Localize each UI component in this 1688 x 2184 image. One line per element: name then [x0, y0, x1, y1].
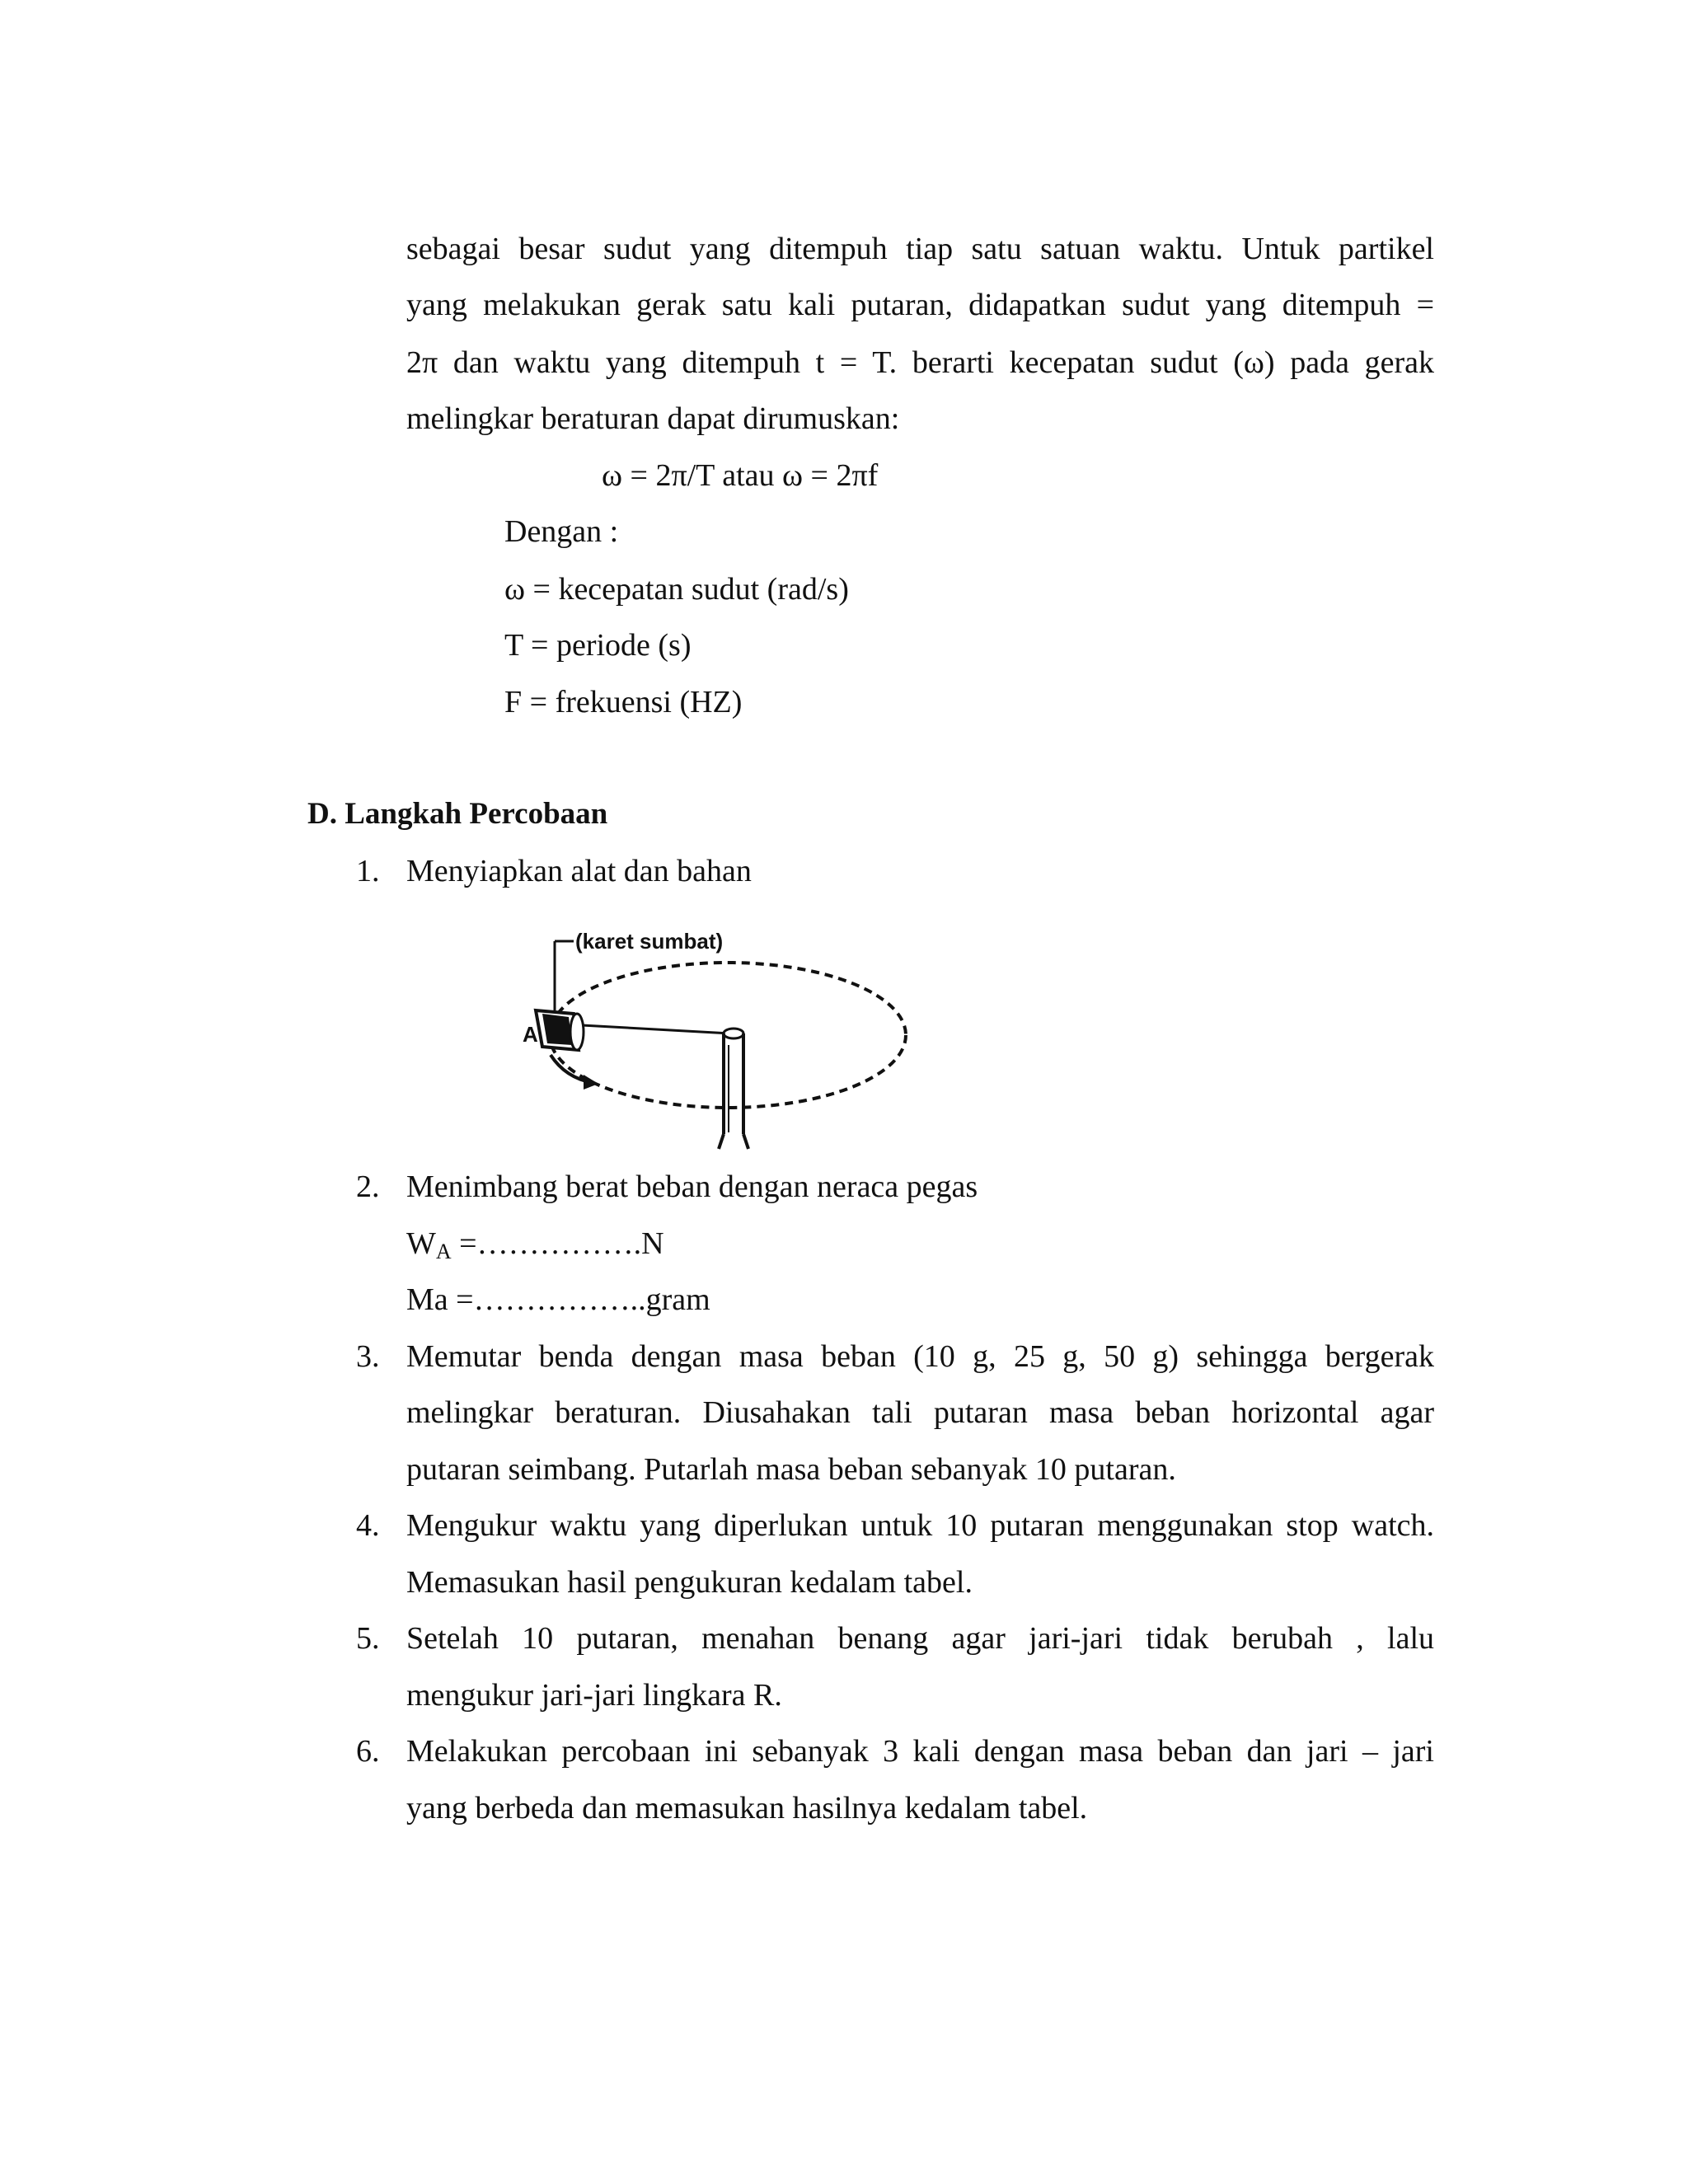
step-number: 5.: [356, 1621, 380, 1656]
rubber-stopper: [536, 1010, 584, 1050]
definition-period: T = periode (s): [504, 628, 692, 663]
step-text: Setelah 10 putaran, menahan benang agar jari-jari tidak berubah , lalu: [406, 1621, 1434, 1656]
definition-omega: ω = kecepatan sudut (rad/s): [504, 572, 849, 607]
diagram-label-top: (karet sumbat): [575, 929, 724, 954]
step-number: 2.: [356, 1169, 380, 1204]
step-text: yang berbeda dan memasukan hasilnya kedalam tabel.: [406, 1791, 1088, 1825]
step-text: Memasukan hasil pengukuran kedalam tabel.: [406, 1565, 973, 1600]
apparatus-diagram: [518, 921, 913, 1154]
intro-line-4: melingkar beraturan dapat dirumuskan:: [406, 401, 900, 436]
formula: ω = 2π/T atau ω = 2πf: [602, 458, 879, 493]
step-number: 3.: [356, 1339, 380, 1374]
section-heading: D. Langkah Percobaan: [307, 797, 608, 831]
weight-symbol: W: [406, 1226, 436, 1261]
weight-subscript: A: [435, 1240, 452, 1263]
weight-field: [406, 1226, 664, 1270]
intro-line-2: yang melakukan gerak satu kali putaran, didapatkan sudut yang ditempuh =: [406, 288, 1434, 322]
intro-line-1: sebagai besar sudut yang ditempuh tiap satu satuan waktu. Untuk partikel: [406, 232, 1434, 266]
intro-line-3: 2π dan waktu yang ditempuh t = T. berarti kecepatan sudut (ω) pada gerak: [406, 345, 1434, 380]
diagram-label-a: A: [523, 1022, 538, 1047]
step-text: Menyiapkan alat dan bahan: [406, 854, 752, 888]
step-text: putaran seimbang. Putarlah masa beban sebanyak 10 putaran.: [406, 1452, 1176, 1487]
step-text: melingkar beraturan. Diusahakan tali putaran masa beban horizontal agar: [406, 1395, 1434, 1430]
step-text: Mengukur waktu yang diperlukan untuk 10 putaran menggunakan stop watch.: [406, 1508, 1434, 1543]
weight-blank: =…………….N: [451, 1226, 664, 1261]
step-number: 4.: [356, 1508, 380, 1543]
step-text: mengukur jari-jari lingkara R.: [406, 1678, 782, 1713]
step-text: Melakukan percobaan ini sebanyak 3 kali dengan masa beban dan jari – jari: [406, 1734, 1434, 1769]
step-number: 6.: [356, 1734, 380, 1769]
definitions-title: Dengan :: [504, 514, 619, 549]
definition-frequency: F = frekuensi (HZ): [504, 685, 743, 719]
step-text: Menimbang berat beban dengan neraca pegas: [406, 1169, 978, 1204]
step-number: 1.: [356, 854, 380, 888]
step-text: Memutar benda dengan masa beban (10 g, 25 g, 50 g) sehingga bergerak: [406, 1339, 1434, 1374]
vertical-tube: [719, 1029, 748, 1149]
mass-field: Ma =……………..gram: [406, 1282, 710, 1317]
